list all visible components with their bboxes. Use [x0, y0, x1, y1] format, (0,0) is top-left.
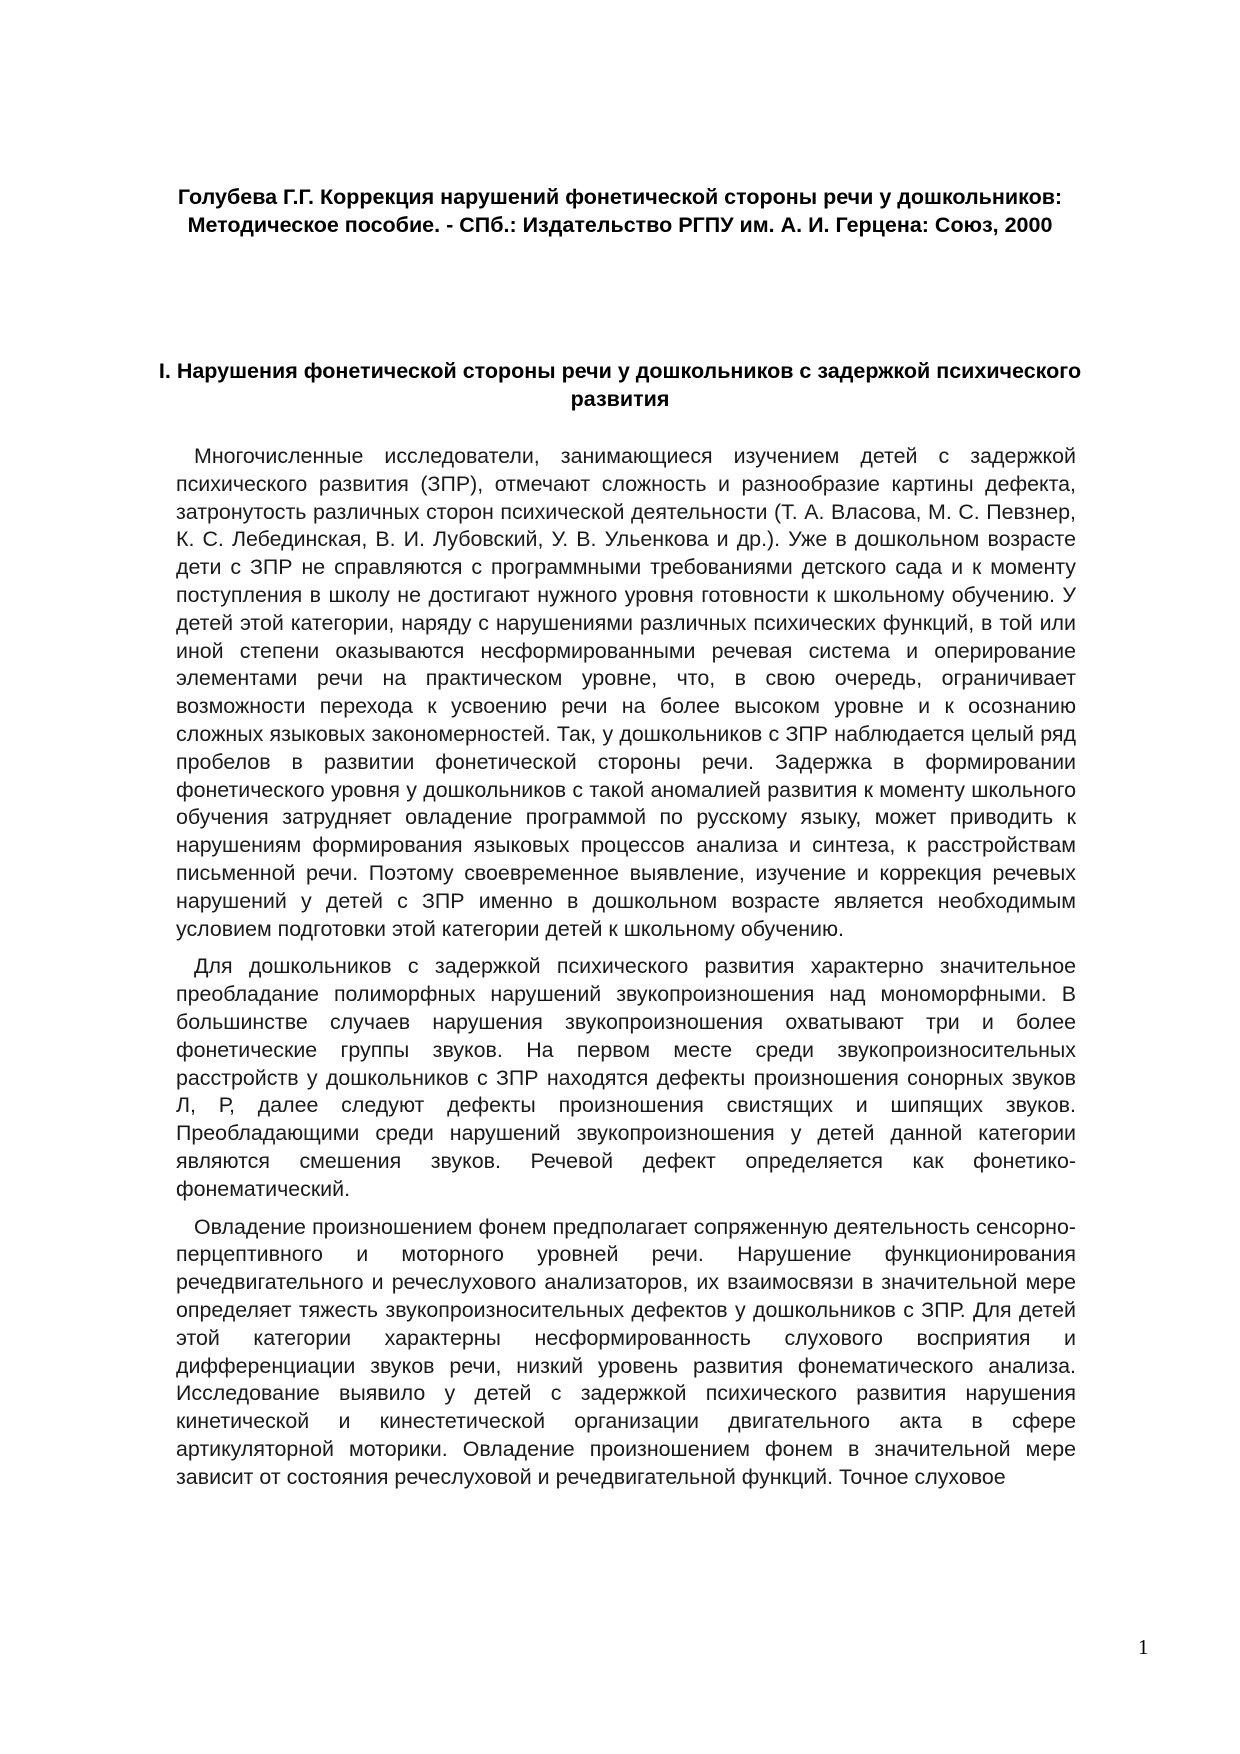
section-heading: I. Нарушения фонетической стороны речи у дошкольников с задержкой психического развития	[158, 359, 1082, 411]
book-citation-title: Голубева Г.Г. Коррекция нарушений фонетической стороны речи у дошкольников: Методическое пособие. - СПб.: Издательство РГПУ им. А. И. Герцена: Союз, 2000	[177, 185, 1063, 237]
body-text	[176, 443, 1076, 1491]
paragraph: Многочисленные исследователи, занимающиеся изучением детей с задержкой психического развития (ЗПР), отмечают сложность и разнообразие картины дефекта, затронутость различных сторон психической деятельности (Т. А. Власова, М. С. Певзнер, К. С. Лебединская, В. И. Лубовский, У. В. Ульенкова и др.). Уже в дошкольном возрасте дети с ЗПР не справляются с программными требованиями детского сада и к моменту поступления в школу не достигают нужного уровня готовности к школьному обучению. У детей этой категории, наряду с нарушениями различных психических функций, в той или иной степени оказываются несформированными речевая система и оперирование элементами речи на практическом уровне, что, в свою очередь, ограничивает возможности перехода к усвоению речи на более высоком уровне и к осознанию сложных языковых закономерностей. Так, у дошкольников с ЗПР наблюдается целый ряд пробелов в развитии фонетической стороны речи. Задержка в формировании фонетического уровня у дошкольников с такой аномалией развития к моменту школьного обучения затрудняет овладение программой по русскому языку, может приводить к нарушениям формирования языковых процессов анализа и синтеза, к расстройствам письменной речи. Поэтому своевременное выявление, изучение и коррекция речевых нарушений у детей с ЗПР именно в дошкольном возрасте является необходимым условием подготовки этой категории детей к школьному обучению.	[176, 444, 1076, 941]
paragraph: Для дошкольников с задержкой психического развития характерно значительное преобладание полиморфных нарушений звукопроизношения над мономорфными. В большинстве случаев нарушения звукопроизношения охватывают три и более фонетические группы звуков. На первом месте среди звукопроизносительных расстройств у дошкольников с ЗПР находятся дефекты произношения сонорных звуков Л, Р, далее следуют дефекты произношения свистящих и шипящих звуков. Преобладающими среди нарушений звукопроизношения у детей данной категории являются смешения звуков. Речевой дефект определяется как фонетико-фонематический.	[176, 954, 1076, 1201]
paragraph: Овладение произношением фонем предполагает сопряженную деятельность сенсорно-перцептивного и моторного уровней речи. Нарушение функционирования речедвигательного и речеслухового анализаторов, их взаимосвязи в значительной мере определяет тяжесть звукопроизносительных дефектов у дошкольников с ЗПР. Для детей этой категории характерны несформированность слухового восприятия и дифференциации звуков речи, низкий уровень развития фонематического анализа. Исследование выявило у детей с задержкой психического развития нарушения кинетической и кинестетической организации двигательного акта в сфере артикуляторной моторики. Овладение произношением фонем в значительной мере зависит от состояния речеслуховой и речедвигательной функций. Точное слуховое	[176, 1214, 1076, 1489]
page-number: 1	[1138, 1635, 1149, 1659]
